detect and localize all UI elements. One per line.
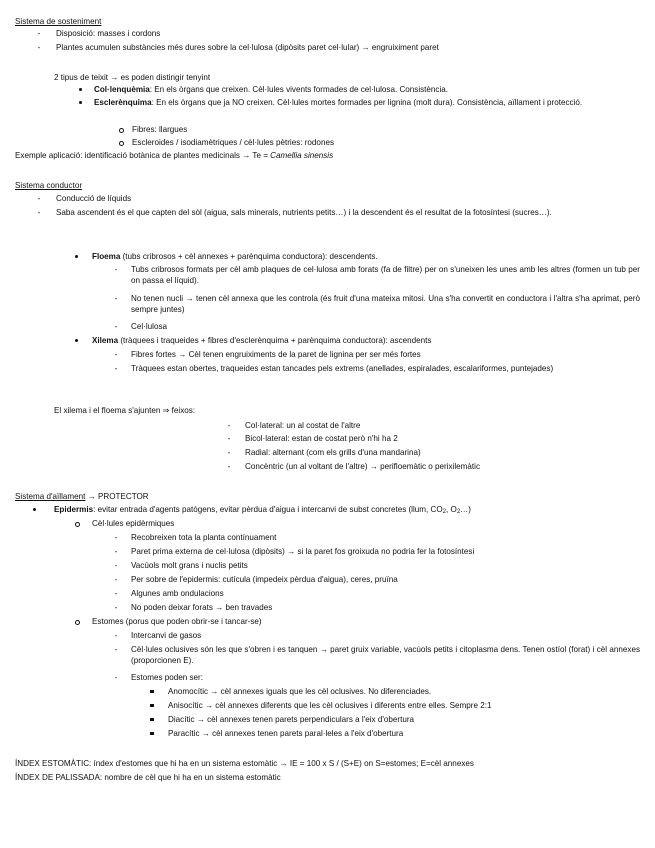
- heading-suffix: → PROTECTOR: [85, 492, 149, 501]
- heading-text: Sistema d'aïllament: [15, 492, 86, 501]
- bullet-square: [150, 704, 154, 708]
- list-item: Fibres fortes → Cèl tenen engruiximents de la paret de lignina per ser més fortes: [131, 350, 421, 359]
- term: Floema: [92, 252, 121, 261]
- bullet-dot: [79, 101, 82, 104]
- list-item: Radial: alternant (com els grills d'una mandarina): [245, 448, 421, 457]
- list-item-xilema: [92, 335, 431, 346]
- list-item-esclerenquima: [94, 97, 640, 108]
- species-name: Camellia sinensis: [270, 151, 334, 160]
- bullet-circle: [75, 522, 80, 527]
- term-description: : evitar entrada d'agents patògens, evitar pèrdua d'aigua i intercanvi de subst concretes (llum, CO: [93, 505, 443, 514]
- list-item: Anisocític → cèl annexes diferents que les cèl oclusives i diferents entre elles. Sempre 2:1: [168, 701, 492, 710]
- dash-bullet: -: [114, 603, 118, 612]
- bullet-square: [150, 690, 154, 694]
- term: Esclerènquima: [94, 98, 152, 107]
- list-item-collenquima: [94, 84, 448, 95]
- dash-bullet: -: [114, 533, 118, 542]
- paragraph: El xilema i el floema s'ajunten ⇒ feixos:: [54, 406, 196, 415]
- list-item-epidermis: [54, 504, 471, 515]
- dash-bullet: -: [227, 434, 231, 443]
- term-description: (tubs cribrosos + cèl annexes + parènquima conductora): descendents.: [120, 252, 378, 261]
- list-item: Plantes acumulen substàncies més dures sobre la cel·lulosa (dipòsits paret cel·lular) → engruiximent paret: [56, 43, 439, 52]
- bullet-dot: [75, 255, 78, 258]
- dash-bullet: -: [227, 421, 231, 430]
- list-item: Cèl·lules oclusives són les que s'obren i es tanquen → paret gruix variable, vacúols petits i citoplasma dens. Tenen ostíol (forat) i cèl annexes (proporcionen E).: [131, 645, 640, 666]
- list-item: Per sobre de l'epidermis: cutícula (impedeix pèrdua d'aigua), ceres, pruïna: [131, 575, 398, 584]
- list-item: Conducció de líquids: [56, 194, 132, 203]
- list-item: No tenen nucli → tenen cèl annexa que les controla (és fruit d'una mateixa mitosi. Una s'ha convertit en conductora i l'altra s'ha aprimat, però sempre juntes): [131, 294, 640, 315]
- list-item: Concèntric (un al voltant de l'altre) → perifloemàtic o perixilemàtic: [245, 462, 481, 471]
- list-item: Cèl·lules epidèrmiques: [92, 519, 175, 528]
- heading-text: Sistema de sosteniment: [15, 17, 102, 26]
- section-title-aillament: [15, 491, 149, 502]
- dash-bullet: -: [114, 364, 118, 373]
- term-description: , O: [446, 505, 457, 514]
- dash-bullet: -: [114, 547, 118, 556]
- index-estomatic: ÍNDEX ESTOMÀTIC: índex d'estomes que hi ha en un sistema estomàtic → IE = 100 x S / (S+E) on S=estomes; E=cèl annexes: [15, 759, 474, 768]
- subscript: 2: [456, 509, 461, 515]
- list-item: Fibres: llargues: [132, 125, 188, 134]
- bullet-square: [150, 718, 154, 722]
- bullet-dot: [75, 339, 78, 342]
- dash-bullet: -: [114, 350, 118, 359]
- list-item: Cel·lulosa: [131, 322, 167, 331]
- term: Col·lenquèmia: [94, 85, 150, 94]
- list-item-floema: [92, 251, 378, 262]
- index-palissada: ÍNDEX DE PALISSADA: nombre de cèl que hi ha en un sistema estomàtic: [15, 773, 281, 782]
- dash-bullet: -: [114, 265, 118, 274]
- list-item: Anomocític → cèl annexes iguals que les cèl oclusives. No diferenciades.: [168, 687, 432, 696]
- dash-bullet: -: [114, 322, 118, 331]
- term-description: (tràquees i traqueides + fibres d'esclerènquima + parènquima conductora): ascendents: [118, 336, 432, 345]
- dash-bullet: -: [227, 448, 231, 457]
- dash-bullet: -: [114, 589, 118, 598]
- bullet-circle: [75, 620, 80, 625]
- list-item: Bicol·lateral: estan de costat però n'hi ha 2: [245, 434, 398, 443]
- term: Epidermis: [54, 505, 94, 514]
- subscript: 2: [442, 509, 447, 515]
- list-item: Algunes amb ondulacions: [131, 589, 224, 598]
- heading-text: Sistema conductor: [15, 181, 83, 190]
- list-item: Recobreixen tota la planta contínuament: [131, 533, 277, 542]
- list-item: Escleroides / isodiamètriques / cèl·lules pètries: rodones: [132, 138, 334, 147]
- list-item: Estomes (porus que poden obrir-se i tancar-se): [92, 617, 262, 626]
- list-item: Saba ascendent és el que capten del sòl (aigua, sals minerals, nutrients petits…) i la descendent és el resultat de la fotosíntesi (sucres…).: [56, 208, 552, 217]
- term-description: : En els òrgans que creixen. Cèl·lules vivents formades de cel·lulosa. Consistència.: [149, 85, 449, 94]
- dash-bullet: -: [227, 462, 231, 471]
- dash-bullet: -: [114, 575, 118, 584]
- bullet-circle: [119, 128, 124, 133]
- term-description: : En els òrgans que ja NO creixen. Cèl·lules mortes formades per lignina (molt dura). Consistència, aïllament i protecció.: [151, 98, 583, 107]
- list-item: Estomes poden ser:: [131, 673, 203, 682]
- list-item: Intercanvi de gasos: [131, 631, 202, 640]
- dash-bullet: -: [114, 645, 118, 654]
- list-item: Tràquees estan obertes, traqueides estan tancades pels extrems (anellades, espiralades, escalariformes, puntejades): [131, 364, 554, 373]
- list-item: Diacític → cèl annexes tenen parets perpendiculars a l'eix d'obertura: [168, 715, 415, 724]
- bullet-square: [150, 732, 154, 736]
- bullet-circle: [119, 141, 124, 146]
- bullet-dot: [33, 508, 36, 511]
- dash-bullet: -: [37, 208, 41, 217]
- paragraph: 2 tipus de teixit → es poden distingir tenyint: [54, 73, 211, 82]
- dash-bullet: -: [114, 294, 118, 303]
- dash-bullet: -: [114, 673, 118, 682]
- list-item: No poden deixar forats → ben travades: [131, 603, 273, 612]
- term: Xilema: [92, 336, 119, 345]
- list-item: Disposició: masses i cordons: [56, 29, 161, 38]
- dash-bullet: -: [37, 194, 41, 203]
- list-item: Tubs cribrosos formats per cèl amb plaques de cel·lulosa amb forats (fa de filtre) per on s'uneixen les unes amb les altres (formen un tub per on passa el líquid).: [131, 265, 640, 286]
- list-item: Col·lateral: un al costat de l'altre: [245, 421, 361, 430]
- bullet-dot: [79, 88, 82, 91]
- list-item: Vacúols molt grans i nuclis petits: [131, 561, 248, 570]
- term-description: …): [460, 505, 471, 514]
- dash-bullet: -: [37, 29, 41, 38]
- example-line: [15, 150, 333, 161]
- section-title-conductor: [15, 180, 82, 191]
- section-title-sosteniment: [15, 16, 101, 27]
- list-item: Paracític → cèl annexes tenen parets paral·leles a l'eix d'obertura: [168, 729, 404, 738]
- list-item: Paret prima externa de cel·lulosa (dipòsits) → si la paret fos groixuda no podria fer la fotosíntesi: [131, 547, 475, 556]
- example-text: Exemple aplicació: identificació botànica de plantes medicinals → Te =: [15, 151, 271, 160]
- dash-bullet: -: [114, 561, 118, 570]
- dash-bullet: -: [37, 43, 41, 52]
- dash-bullet: -: [114, 631, 118, 640]
